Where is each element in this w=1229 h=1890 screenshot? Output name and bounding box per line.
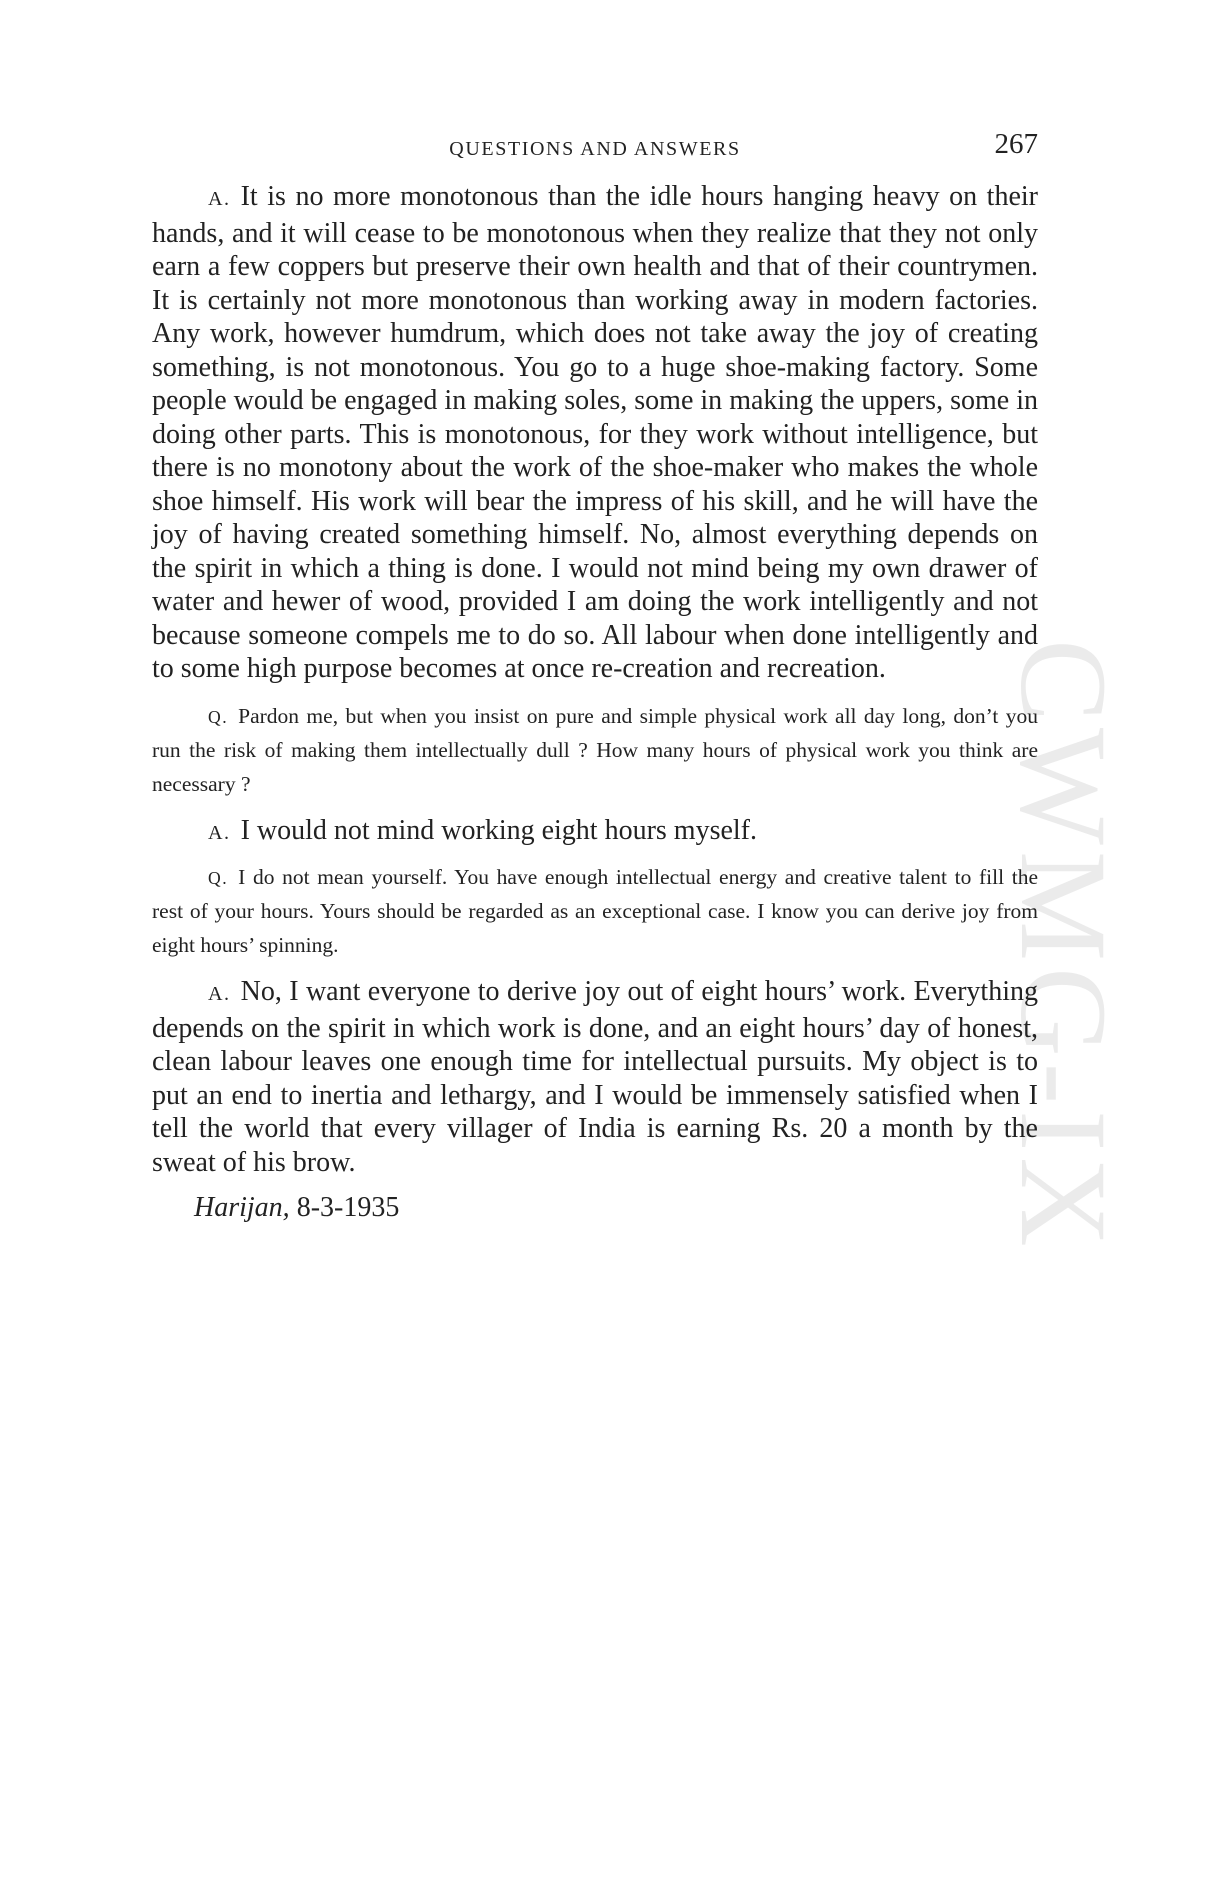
question-text-1: Pardon me, but when you insist on pure and simple physical work all day long, don’t you run the risk of making them intellectually dull ? How many hours of physical work you think are necessary ? [152, 703, 1038, 796]
running-head [152, 128, 1038, 168]
question-marker: Q. [208, 867, 229, 888]
answer-paragraph-1 [152, 180, 1038, 686]
source-publication: Harijan, [194, 1192, 290, 1223]
page-number: 267 [994, 128, 1038, 160]
answer-marker: A. [208, 188, 231, 210]
source-citation [152, 1191, 1038, 1225]
answer-paragraph-3 [152, 975, 1038, 1179]
answer-marker: A. [208, 983, 231, 1005]
question-text-2: I do not mean yourself. You have enough intellectual energy and creative talent to fill the rest of your hours. Yours should be regarded as an exceptional case. I know you can derive joy from eight hours’ spinning. [152, 864, 1038, 957]
watermark-text: CWMG-IX [995, 639, 1132, 1253]
source-date: 8-3-1935 [296, 1192, 400, 1223]
answer-marker: A. [208, 822, 231, 844]
question-paragraph-2 [152, 861, 1038, 963]
running-title: QUESTIONS AND ANSWERS [449, 138, 741, 160]
page-body [152, 180, 1038, 1225]
answer-text-2: I would not mind working eight hours myself. [240, 815, 758, 846]
answer-text-1: It is no more monotonous than the idle hours hanging heavy on their hands, and it will cease to be monotonous when they realize that they not only earn a few coppers but preserve their own health and that of their countrymen. It is certainly not more monotonous than working away in modern factories. Any work, however humdrum, which does not take away the joy of creating something, is not monotonous. You go to a huge shoe-making factory. Some people would be engaged in making soles, some in making the uppers, some in doing other parts. This is monotonous, for they work without intelligence, but there is no monotony about the work of the shoe-maker who makes the whole shoe himself. His work will bear the impress of his skill, and he will have the joy of having created something himself. No, almost everything depends on the spirit in which a thing is done. I would not mind being my own drawer of water and hewer of wood, provided I am doing the work intelligently and not because someone compels me to do so. All labour when done intelligently and to some high purpose becomes at once re-creation and recreation. [152, 181, 1038, 684]
question-marker: Q. [208, 706, 229, 727]
question-paragraph-1 [152, 700, 1038, 802]
answer-text-3: No, I want everyone to derive joy out of eight hours’ work. Everything depends on the spirit in which work is done, and an eight hours’ day of honest, clean labour leaves one enough time for intellectual pursuits. My object is to put an end to inertia and lethargy, and I would be immensely satisfied when I tell the world that every villager of India is earning Rs. 20 a month by the sweat of his brow. [152, 976, 1038, 1178]
answer-paragraph-2 [152, 814, 1038, 851]
